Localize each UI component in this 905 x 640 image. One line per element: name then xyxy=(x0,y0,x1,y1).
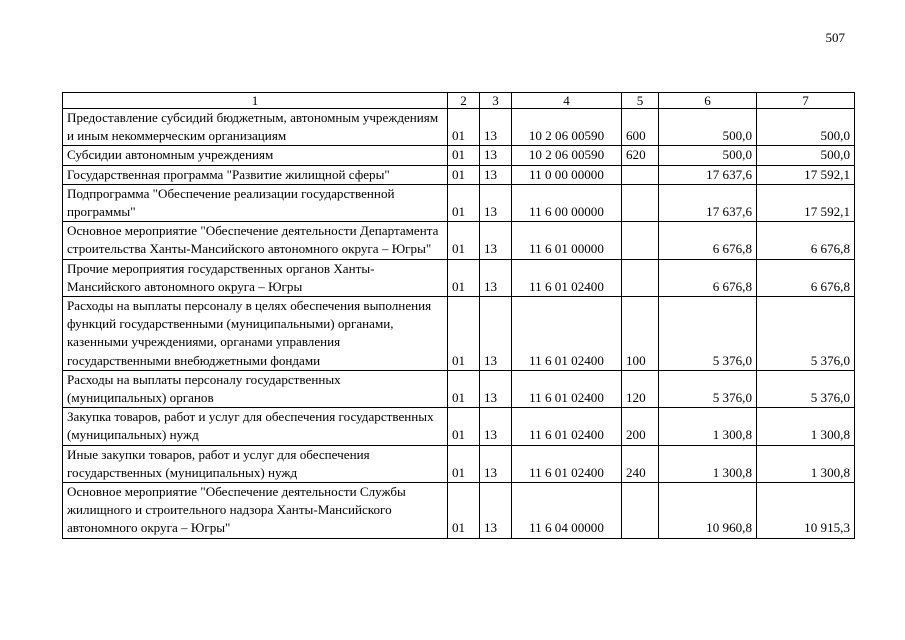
row-name-cell: Закупка товаров, работ и услуг для обеспечения государственных (муниципальных) нужд xyxy=(63,408,448,445)
row-value-2-cell: 6 676,8 xyxy=(757,222,855,259)
budget-table xyxy=(62,92,855,539)
row-subsection-cell: 13 xyxy=(480,408,512,445)
row-value-1-cell: 5 376,0 xyxy=(659,370,757,407)
row-value-2-cell: 1 300,8 xyxy=(757,445,855,482)
table-row xyxy=(63,370,855,407)
row-expense-type-cell xyxy=(622,184,659,221)
row-subsection-cell: 13 xyxy=(480,370,512,407)
row-section-cell: 01 xyxy=(448,483,480,539)
row-subsection-cell: 13 xyxy=(480,165,512,184)
row-name-cell: Расходы на выплаты персоналу в целях обеспечения выполнения функций государственными (муниципальными) органами, казенными учреждениями, органами управления государственными внебюджетными фондами xyxy=(63,297,448,371)
row-expense-type-cell: 240 xyxy=(622,445,659,482)
row-article-cell: 10 2 06 00590 xyxy=(512,109,622,146)
row-name-cell: Субсидии автономным учреждениям xyxy=(63,146,448,165)
header-cell: 7 xyxy=(757,93,855,109)
table-row xyxy=(63,408,855,445)
row-article-cell: 11 6 01 02400 xyxy=(512,297,622,371)
row-value-1-cell: 500,0 xyxy=(659,146,757,165)
row-name-cell: Иные закупки товаров, работ и услуг для обеспечения государственных (муниципальных) нужд xyxy=(63,445,448,482)
row-article-cell: 11 6 00 00000 xyxy=(512,184,622,221)
table-row xyxy=(63,445,855,482)
row-expense-type-cell: 200 xyxy=(622,408,659,445)
row-article-cell: 11 6 04 00000 xyxy=(512,483,622,539)
row-article-cell: 11 6 01 02400 xyxy=(512,445,622,482)
row-name-cell: Основное мероприятие "Обеспечение деятельности Департамента строительства Ханты-Мансийского автономного округа – Югры" xyxy=(63,222,448,259)
row-expense-type-cell: 120 xyxy=(622,370,659,407)
row-name-cell: Предоставление субсидий бюджетным, автономным учреждениям и иным некоммерческим организациям xyxy=(63,109,448,146)
row-expense-type-cell xyxy=(622,222,659,259)
row-expense-type-cell: 620 xyxy=(622,146,659,165)
table-row xyxy=(63,109,855,146)
row-subsection-cell: 13 xyxy=(480,297,512,371)
row-subsection-cell: 13 xyxy=(480,483,512,539)
header-cell: 1 xyxy=(63,93,448,109)
row-value-2-cell: 1 300,8 xyxy=(757,408,855,445)
table-row xyxy=(63,259,855,296)
row-value-1-cell: 6 676,8 xyxy=(659,259,757,296)
row-value-2-cell: 17 592,1 xyxy=(757,184,855,221)
header-cell: 4 xyxy=(512,93,622,109)
row-value-1-cell: 6 676,8 xyxy=(659,222,757,259)
row-section-cell: 01 xyxy=(448,222,480,259)
row-subsection-cell: 13 xyxy=(480,445,512,482)
table-row xyxy=(63,222,855,259)
header-cell: 5 xyxy=(622,93,659,109)
row-value-2-cell: 500,0 xyxy=(757,146,855,165)
row-article-cell: 11 6 01 02400 xyxy=(512,259,622,296)
row-value-1-cell: 1 300,8 xyxy=(659,408,757,445)
row-article-cell: 11 6 01 00000 xyxy=(512,222,622,259)
row-value-1-cell: 500,0 xyxy=(659,109,757,146)
row-name-cell: Государственная программа "Развитие жилищной сферы" xyxy=(63,165,448,184)
table-header-row xyxy=(63,93,855,109)
row-name-cell: Расходы на выплаты персоналу государственных (муниципальных) органов xyxy=(63,370,448,407)
table-row xyxy=(63,146,855,165)
row-expense-type-cell: 600 xyxy=(622,109,659,146)
row-value-2-cell: 6 676,8 xyxy=(757,259,855,296)
page-number: 507 xyxy=(825,30,845,45)
table-row xyxy=(63,165,855,184)
row-section-cell: 01 xyxy=(448,445,480,482)
row-value-1-cell: 10 960,8 xyxy=(659,483,757,539)
header-cell: 3 xyxy=(480,93,512,109)
row-section-cell: 01 xyxy=(448,109,480,146)
row-section-cell: 01 xyxy=(448,370,480,407)
row-subsection-cell: 13 xyxy=(480,146,512,165)
table-row xyxy=(63,483,855,539)
row-value-1-cell: 17 637,6 xyxy=(659,184,757,221)
row-expense-type-cell xyxy=(622,165,659,184)
table-row xyxy=(63,297,855,371)
row-article-cell: 11 0 00 00000 xyxy=(512,165,622,184)
row-value-2-cell: 5 376,0 xyxy=(757,370,855,407)
table-row xyxy=(63,184,855,221)
row-value-1-cell: 5 376,0 xyxy=(659,297,757,371)
row-subsection-cell: 13 xyxy=(480,184,512,221)
row-value-1-cell: 17 637,6 xyxy=(659,165,757,184)
row-name-cell: Подпрограмма "Обеспечение реализации государственной программы" xyxy=(63,184,448,221)
row-section-cell: 01 xyxy=(448,259,480,296)
row-value-2-cell: 5 376,0 xyxy=(757,297,855,371)
row-subsection-cell: 13 xyxy=(480,259,512,296)
row-section-cell: 01 xyxy=(448,408,480,445)
header-cell: 6 xyxy=(659,93,757,109)
row-subsection-cell: 13 xyxy=(480,222,512,259)
row-article-cell: 11 6 01 02400 xyxy=(512,408,622,445)
row-value-2-cell: 17 592,1 xyxy=(757,165,855,184)
row-section-cell: 01 xyxy=(448,184,480,221)
row-section-cell: 01 xyxy=(448,297,480,371)
row-expense-type-cell xyxy=(622,259,659,296)
row-section-cell: 01 xyxy=(448,146,480,165)
row-section-cell: 01 xyxy=(448,165,480,184)
row-subsection-cell: 13 xyxy=(480,109,512,146)
row-expense-type-cell: 100 xyxy=(622,297,659,371)
row-article-cell: 10 2 06 00590 xyxy=(512,146,622,165)
row-value-2-cell: 500,0 xyxy=(757,109,855,146)
header-cell: 2 xyxy=(448,93,480,109)
row-expense-type-cell xyxy=(622,483,659,539)
row-name-cell: Прочие мероприятия государственных органов Ханты-Мансийского автономного округа – Югры xyxy=(63,259,448,296)
row-name-cell: Основное мероприятие "Обеспечение деятельности Службы жилищного и строительного надзора Ханты-Мансийского автономного округа – Югры" xyxy=(63,483,448,539)
row-value-1-cell: 1 300,8 xyxy=(659,445,757,482)
row-value-2-cell: 10 915,3 xyxy=(757,483,855,539)
row-article-cell: 11 6 01 02400 xyxy=(512,370,622,407)
